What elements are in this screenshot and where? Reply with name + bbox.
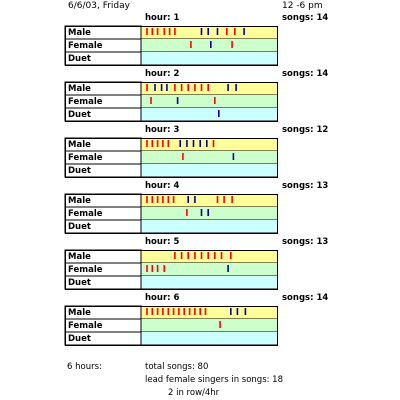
male-row-label: Male bbox=[68, 84, 91, 94]
panel-title: hour: 6 bbox=[145, 293, 180, 303]
female-row-band bbox=[141, 151, 278, 164]
panel-title: hour: 2 bbox=[145, 69, 180, 79]
male-row-band bbox=[141, 306, 278, 319]
female-row-label: Female bbox=[68, 265, 103, 275]
female-row-label: Female bbox=[68, 153, 103, 163]
panel-songs-count: songs: 13 bbox=[282, 237, 329, 247]
panel-songs-count: songs: 14 bbox=[282, 293, 329, 303]
female-row-label: Female bbox=[68, 209, 103, 219]
panel-songs-count: songs: 12 bbox=[282, 125, 329, 135]
duet-row-band bbox=[141, 108, 278, 121]
female-row-label: Female bbox=[68, 97, 103, 107]
male-row-band bbox=[141, 26, 278, 39]
duet-row-band bbox=[141, 276, 278, 289]
male-row-label: Male bbox=[68, 252, 91, 262]
duet-row-label: Duet bbox=[68, 278, 91, 288]
panel-songs-count: songs: 14 bbox=[282, 69, 329, 79]
female-row-label: Female bbox=[68, 41, 103, 51]
header-time: 12 -6 pm bbox=[282, 1, 323, 11]
duet-row-label: Duet bbox=[68, 110, 91, 120]
panel-title: hour: 5 bbox=[145, 237, 180, 247]
female-row-band bbox=[141, 207, 278, 220]
male-row-label: Male bbox=[68, 308, 91, 318]
header-date: 6/6/03, Friday bbox=[68, 1, 130, 11]
duet-row-band bbox=[141, 220, 278, 233]
female-row-band bbox=[141, 39, 278, 52]
duet-row-label: Duet bbox=[68, 222, 91, 232]
male-row-band bbox=[141, 138, 278, 151]
female-row-label: Female bbox=[68, 321, 103, 331]
duet-row-label: Duet bbox=[68, 166, 91, 176]
male-row-label: Male bbox=[68, 140, 91, 150]
panel-songs-count: songs: 13 bbox=[282, 181, 329, 191]
panel-title: hour: 3 bbox=[145, 125, 180, 135]
female-row-band bbox=[141, 95, 278, 108]
duet-row-band bbox=[141, 164, 278, 177]
panel-songs-count: songs: 14 bbox=[282, 13, 329, 23]
male-row-band bbox=[141, 250, 278, 263]
female-row-band bbox=[141, 263, 278, 276]
footer-total-songs: total songs: 80 bbox=[145, 362, 209, 372]
panel-title: hour: 4 bbox=[145, 181, 180, 191]
male-row-label: Male bbox=[68, 28, 91, 38]
male-row-band bbox=[141, 194, 278, 207]
duet-row-label: Duet bbox=[68, 54, 91, 64]
female-row-band bbox=[141, 319, 278, 332]
footer-lead-female: lead female singers in songs: 18 bbox=[145, 375, 284, 385]
duet-row-band bbox=[141, 332, 278, 345]
footer-in-row: 2 in row/4hr bbox=[168, 388, 220, 398]
panel-title: hour: 1 bbox=[145, 13, 180, 23]
male-row-label: Male bbox=[68, 196, 91, 206]
duet-row-label: Duet bbox=[68, 334, 91, 344]
footer-hours: 6 hours: bbox=[67, 362, 102, 372]
duet-row-band bbox=[141, 52, 278, 65]
